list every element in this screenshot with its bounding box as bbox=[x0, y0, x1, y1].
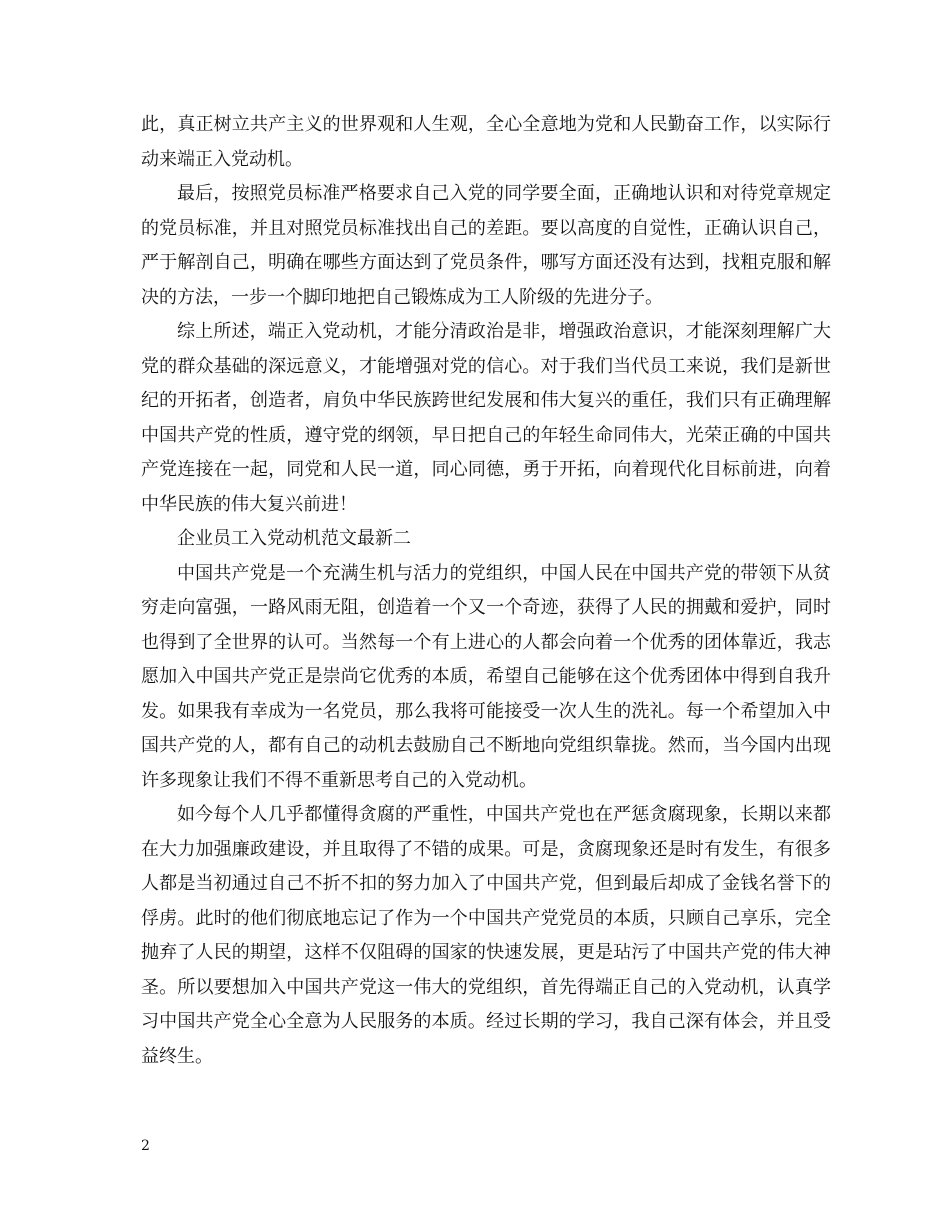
paragraph-5: 如今每个人几乎都懂得贪腐的严重性，中国共产党也在严惩贪腐现象，长期以来都在大力加强廉政建设，并且取得了不错的成果。可是，贪腐现象还是时有发生，有很多人都是当初通过自己不折不扣的努力加入了中国共产党，但到最后却成了金钱名誉下的俘虏。此时的他们彻底地忘记了作为一个中国共产党党员的本质，只顾自己享乐，完全抛弃了人民的期望，这样不仅阻碍的国家的快速发展，更是玷污了中国共产党的伟大神圣。所以要想加入中国共产党这一伟大的党组织，首先得端正自己的入党动机，认真学习中国共产党全心全意为人民服务的本质。经过长期的学习，我自己深有体会，并且受益终生。 bbox=[141, 804, 831, 1067]
paragraph-4: 中国共产党是一个充满生机与活力的党组织，中国人民在中国共产党的带领下从贫穷走向富强，一路风雨无阻，创造着一个又一个奇迹，获得了人民的拥戴和爱护，同时也得到了全世界的认可。当然每一个有上进心的人都会向着一个优秀的团体靠近，我志愿加入中国共产党正是崇尚它优秀的本质，希望自己能够在这个优秀团体中得到自我升发。如果我有幸成为一名党员，那么我将可能接受一次人生的洗礼。每一个希望加入中国共产党的人，都有自己的动机去鼓励自己不断地向党组织靠拢。然而，当今国内出现许多现象让我们不得不重新思考自己的入党动机。 bbox=[141, 562, 831, 791]
document-body bbox=[141, 108, 831, 1074]
section-heading: 企业员工入党动机范文最新二 bbox=[177, 528, 411, 549]
paragraph-2: 最后，按照党员标准严格要求自己入党的同学要全面，正确地认识和对待党章规定的党员标准，并且对照党员标准找出自己的差距。要以高度的自觉性，正确认识自己，严于解剖自己，明确在哪些方面达到了党员条件，哪写方面还没有达到，找粗克服和解决的方法，一步一个脚印地把自己锻炼成为工人阶级的先进分子。 bbox=[141, 183, 831, 308]
page-number: 2 bbox=[141, 1138, 150, 1154]
paragraph-1: 此，真正树立共产主义的世界观和人生观，全心全意地为党和人民勤奋工作，以实际行动来端正入党动机。 bbox=[141, 114, 831, 170]
paragraph-3: 综上所述，端正入党动机，才能分清政治是非，增强政治意识，才能深刻理解广大党的群众基础的深远意义，才能增强对党的信心。对于我们当代员工来说，我们是新世纪的开拓者，创造者，肩负中华民族跨世纪发展和伟大复兴的重任，我们只有正确理解中国共产党的性质，遵守党的纲领，早日把自己的年轻生命同伟大，光荣正确的中国共产党连接在一起，同党和人民一道，同心同德，勇于开拓，向着现代化目标前进，向着中华民族的伟大复兴前进！ bbox=[141, 321, 831, 515]
